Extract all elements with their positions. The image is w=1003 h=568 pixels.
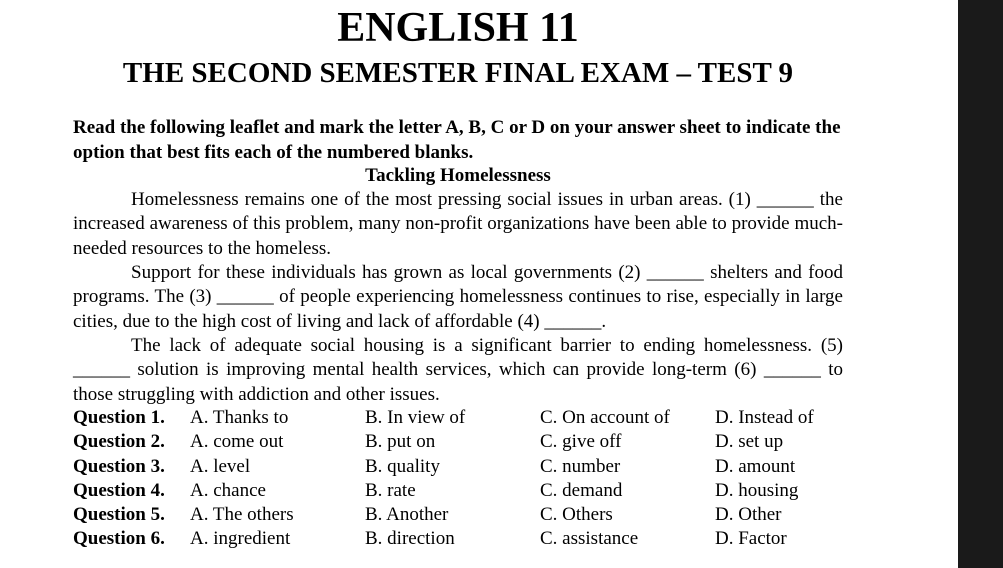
option-a: A. chance — [190, 479, 266, 501]
question-row — [73, 503, 873, 527]
option-b: B. put on — [365, 431, 436, 453]
question-row — [73, 479, 873, 503]
option-a: A. Thanks to — [190, 407, 289, 428]
question-label: Question 5. — [73, 504, 165, 526]
question-row — [73, 527, 873, 551]
option-d: D. amount — [715, 455, 796, 477]
question-row — [73, 430, 873, 454]
option-b: B. rate — [365, 479, 416, 501]
question-label: Question 1. — [73, 407, 165, 428]
leaflet-paragraph-2: Support for these individuals has grown as local governments (2) ______ shelters and food programs. The (3) ______ of people experiencing homelessness continues to rise, especially in large cities, due to the high cost of living and lack of affordable (4) ______. — [73, 262, 843, 332]
option-c: C. Others — [540, 504, 613, 526]
option-a: A. level — [190, 455, 251, 477]
option-d: D. housing — [715, 479, 799, 501]
option-a: A. ingredient — [190, 528, 291, 550]
option-b: B. direction — [365, 528, 455, 550]
option-b: B. Another — [365, 504, 449, 526]
option-d: D. Instead of — [715, 407, 814, 428]
question-label: Question 3. — [73, 455, 165, 477]
leaflet-paragraph-3: The lack of adequate social housing is a significant barrier to ending homelessness. (5) ______ solution is improving mental health services, which can provide long-term (6) ______ to those struggling with addiction and other issues. — [73, 335, 843, 405]
page-title: ENGLISH 11 — [337, 5, 579, 51]
option-c: C. give off — [540, 431, 622, 453]
option-a: A. come out — [190, 431, 284, 453]
question-row — [73, 455, 873, 479]
option-d: D. Factor — [715, 528, 787, 550]
option-b: B. In view of — [365, 407, 466, 428]
exam-subtitle: THE SECOND SEMESTER FINAL EXAM – TEST 9 — [122, 57, 794, 89]
dark-side-panel — [958, 0, 1003, 568]
option-b: B. quality — [365, 455, 440, 477]
option-c: C. On account of — [540, 407, 670, 428]
option-c: C. assistance — [540, 528, 639, 550]
leaflet-title: Tackling Homelessness — [365, 165, 551, 186]
question-list — [73, 406, 873, 552]
question-label: Question 4. — [73, 479, 165, 501]
option-d: D. set up — [715, 431, 784, 453]
instruction-text: Read the following leaflet and mark the letter A, B, C or D on your answer sheet to indicate the option that best fits each of the numbered blanks. — [73, 117, 841, 163]
question-label: Question 6. — [73, 528, 165, 550]
option-c: C. number — [540, 455, 621, 477]
leaflet-paragraph-1: Homelessness remains one of the most pressing social issues in urban areas. (1) ______ the increased awareness of this problem, many non-profit organizations have been able to provide much-needed resources to the homeless. — [73, 189, 843, 259]
question-label: Question 2. — [73, 431, 165, 453]
option-d: D. Other — [715, 504, 782, 526]
option-c: C. demand — [540, 479, 623, 501]
option-a: A. The others — [190, 504, 294, 526]
question-row — [73, 406, 873, 430]
